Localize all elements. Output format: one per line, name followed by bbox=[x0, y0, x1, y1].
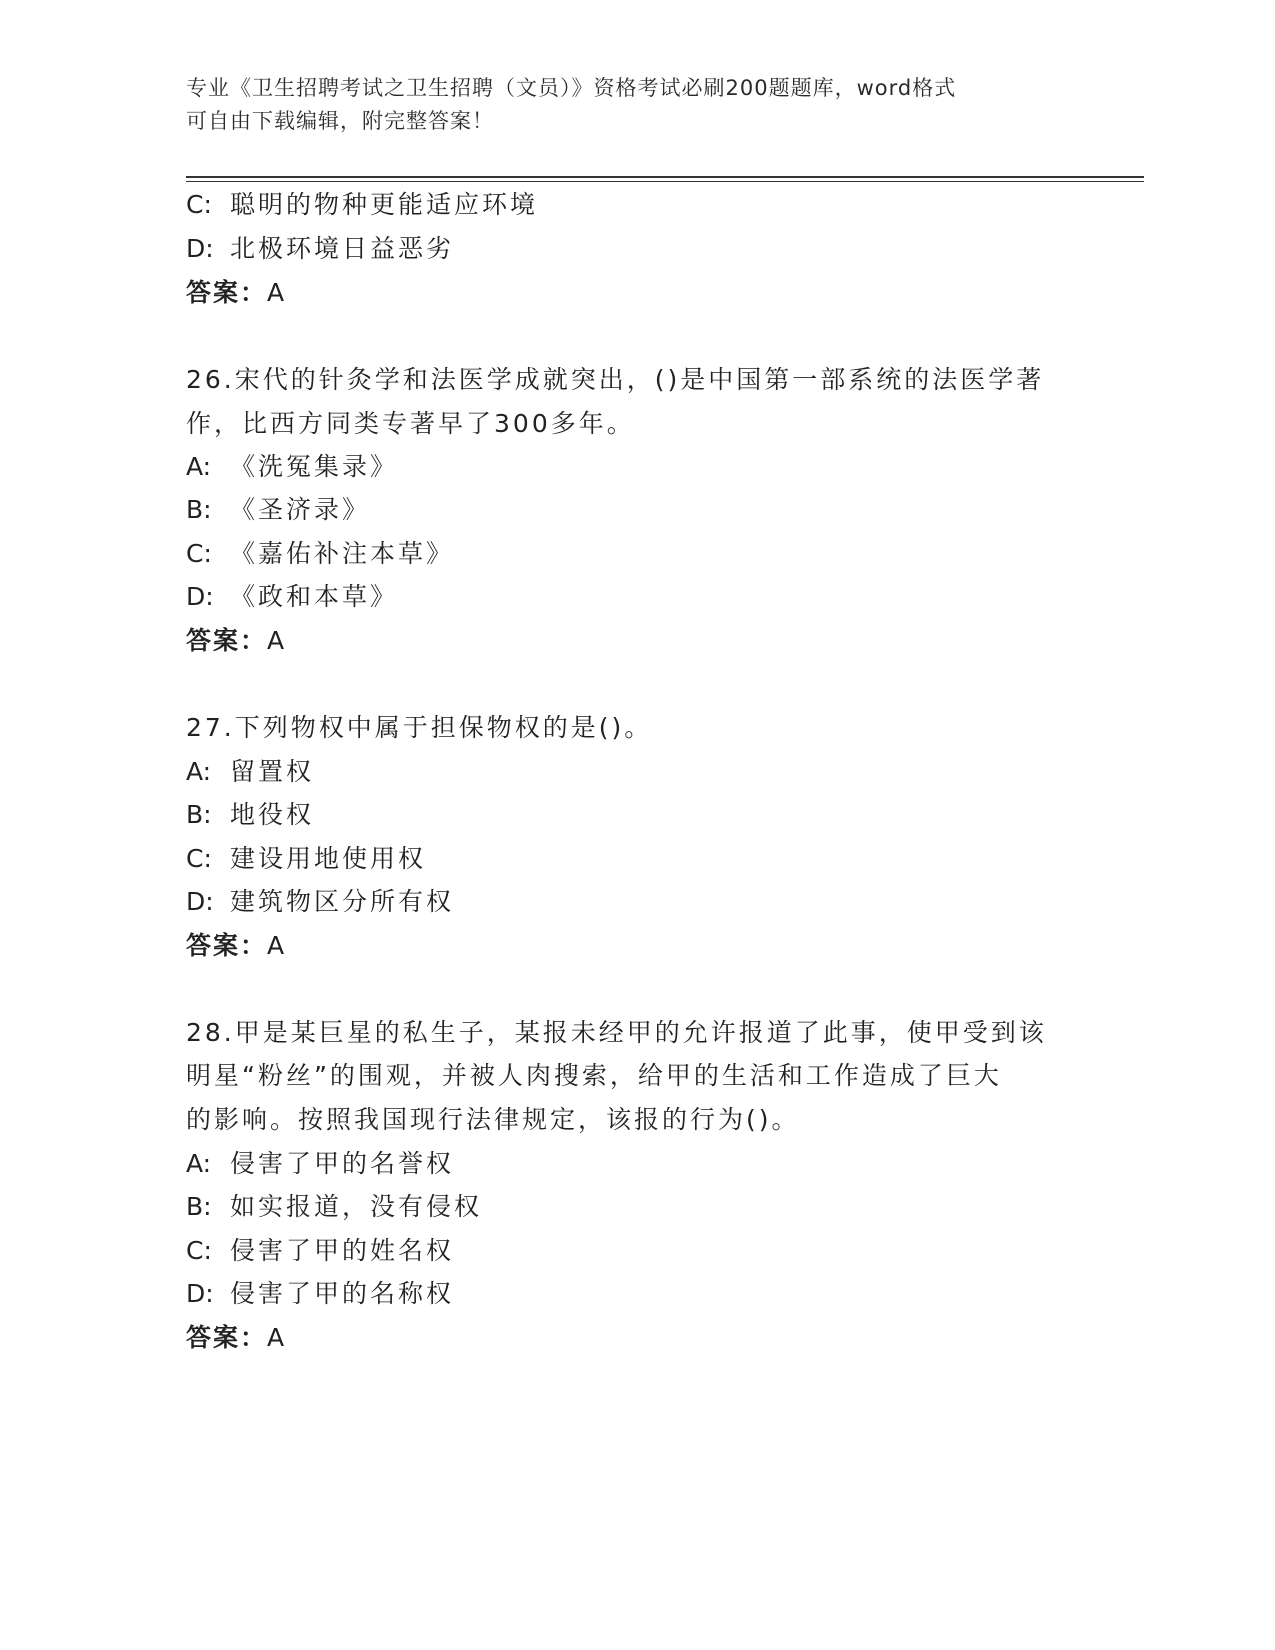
header-line-2: 可自由下载编辑，附完整答案！ bbox=[186, 109, 494, 133]
option-letter: D: bbox=[186, 582, 214, 611]
option-letter: C: bbox=[186, 844, 212, 873]
option-text: 留置权 bbox=[230, 757, 315, 786]
header-divider-thin bbox=[186, 181, 1144, 182]
answer-label: 答案： bbox=[186, 278, 268, 307]
header-line-1: 专业《卫生招聘考试之卫生招聘（文员）》资格考试必刷200题题库，word格式 bbox=[186, 76, 957, 100]
q27-option-a bbox=[186, 756, 314, 788]
answer-value: A bbox=[267, 1323, 285, 1352]
q27-option-b bbox=[186, 799, 314, 831]
answer-value: A bbox=[267, 626, 285, 655]
option-text: 侵害了甲的名称权 bbox=[230, 1279, 455, 1308]
q27-stem-line-1: 27.下列物权中属于担保物权的是()。 bbox=[186, 713, 653, 742]
q27-option-c bbox=[186, 843, 426, 875]
option-letter: C: bbox=[186, 190, 212, 219]
q28-option-c bbox=[186, 1235, 454, 1267]
option-text: 《嘉佑补注本草》 bbox=[230, 539, 455, 568]
option-letter: B: bbox=[186, 1192, 212, 1221]
q28-stem-line-2: 明星“粉丝”的围观，并被人肉搜索，给甲的生活和工作造成了巨大 bbox=[186, 1061, 1002, 1090]
q28-answer bbox=[186, 1322, 284, 1354]
q28-option-d bbox=[186, 1278, 454, 1310]
q27-answer bbox=[186, 930, 284, 962]
answer-label: 答案： bbox=[186, 931, 268, 960]
q25-answer bbox=[186, 277, 284, 309]
q28-option-a bbox=[186, 1148, 454, 1180]
document-header bbox=[186, 72, 1086, 138]
option-text: 侵害了甲的姓名权 bbox=[230, 1236, 455, 1265]
answer-label: 答案： bbox=[186, 626, 268, 655]
q25-option-c bbox=[186, 189, 538, 221]
option-text: 北极环境日益恶劣 bbox=[230, 234, 455, 263]
q25-option-d bbox=[186, 233, 454, 265]
answer-label: 答案： bbox=[186, 1323, 268, 1352]
option-text: 如实报道，没有侵权 bbox=[230, 1192, 483, 1221]
q28-option-b bbox=[186, 1191, 482, 1223]
q26-option-a bbox=[186, 451, 398, 483]
q26-stem-line-1: 26.宋代的针灸学和法医学成就突出，()是中国第一部系统的法医学著 bbox=[186, 365, 1045, 394]
option-text: 地役权 bbox=[230, 800, 315, 829]
header-divider-thick bbox=[186, 176, 1144, 178]
option-letter: A: bbox=[186, 1149, 212, 1178]
option-letter: A: bbox=[186, 452, 212, 481]
q27-option-d bbox=[186, 886, 454, 918]
option-letter: A: bbox=[186, 757, 212, 786]
option-letter: D: bbox=[186, 234, 214, 263]
option-text: 《圣济录》 bbox=[230, 495, 371, 524]
option-text: 《洗冤集录》 bbox=[230, 452, 399, 481]
option-text: 建筑物区分所有权 bbox=[230, 887, 455, 916]
option-letter: D: bbox=[186, 1279, 214, 1308]
option-letter: B: bbox=[186, 800, 212, 829]
q26-option-c bbox=[186, 538, 454, 570]
option-letter: C: bbox=[186, 1236, 212, 1265]
option-text: 《政和本草》 bbox=[230, 582, 399, 611]
option-text: 侵害了甲的名誉权 bbox=[230, 1149, 455, 1178]
q26-answer bbox=[186, 625, 284, 657]
option-text: 聪明的物种更能适应环境 bbox=[230, 190, 539, 219]
option-letter: C: bbox=[186, 539, 212, 568]
option-letter: B: bbox=[186, 495, 212, 524]
option-text: 建设用地使用权 bbox=[230, 844, 427, 873]
answer-value: A bbox=[267, 931, 285, 960]
answer-value: A bbox=[267, 278, 285, 307]
q28-stem-line-3: 的影响。按照我国现行法律规定，该报的行为()。 bbox=[186, 1105, 800, 1134]
q26-stem-line-2: 作，比西方同类专著早了300多年。 bbox=[186, 409, 635, 438]
q26-option-b bbox=[186, 494, 370, 526]
option-letter: D: bbox=[186, 887, 214, 916]
q26-option-d bbox=[186, 581, 398, 613]
q28-stem-line-1: 28.甲是某巨星的私生子，某报未经甲的允许报道了此事，使甲受到该 bbox=[186, 1018, 1047, 1047]
